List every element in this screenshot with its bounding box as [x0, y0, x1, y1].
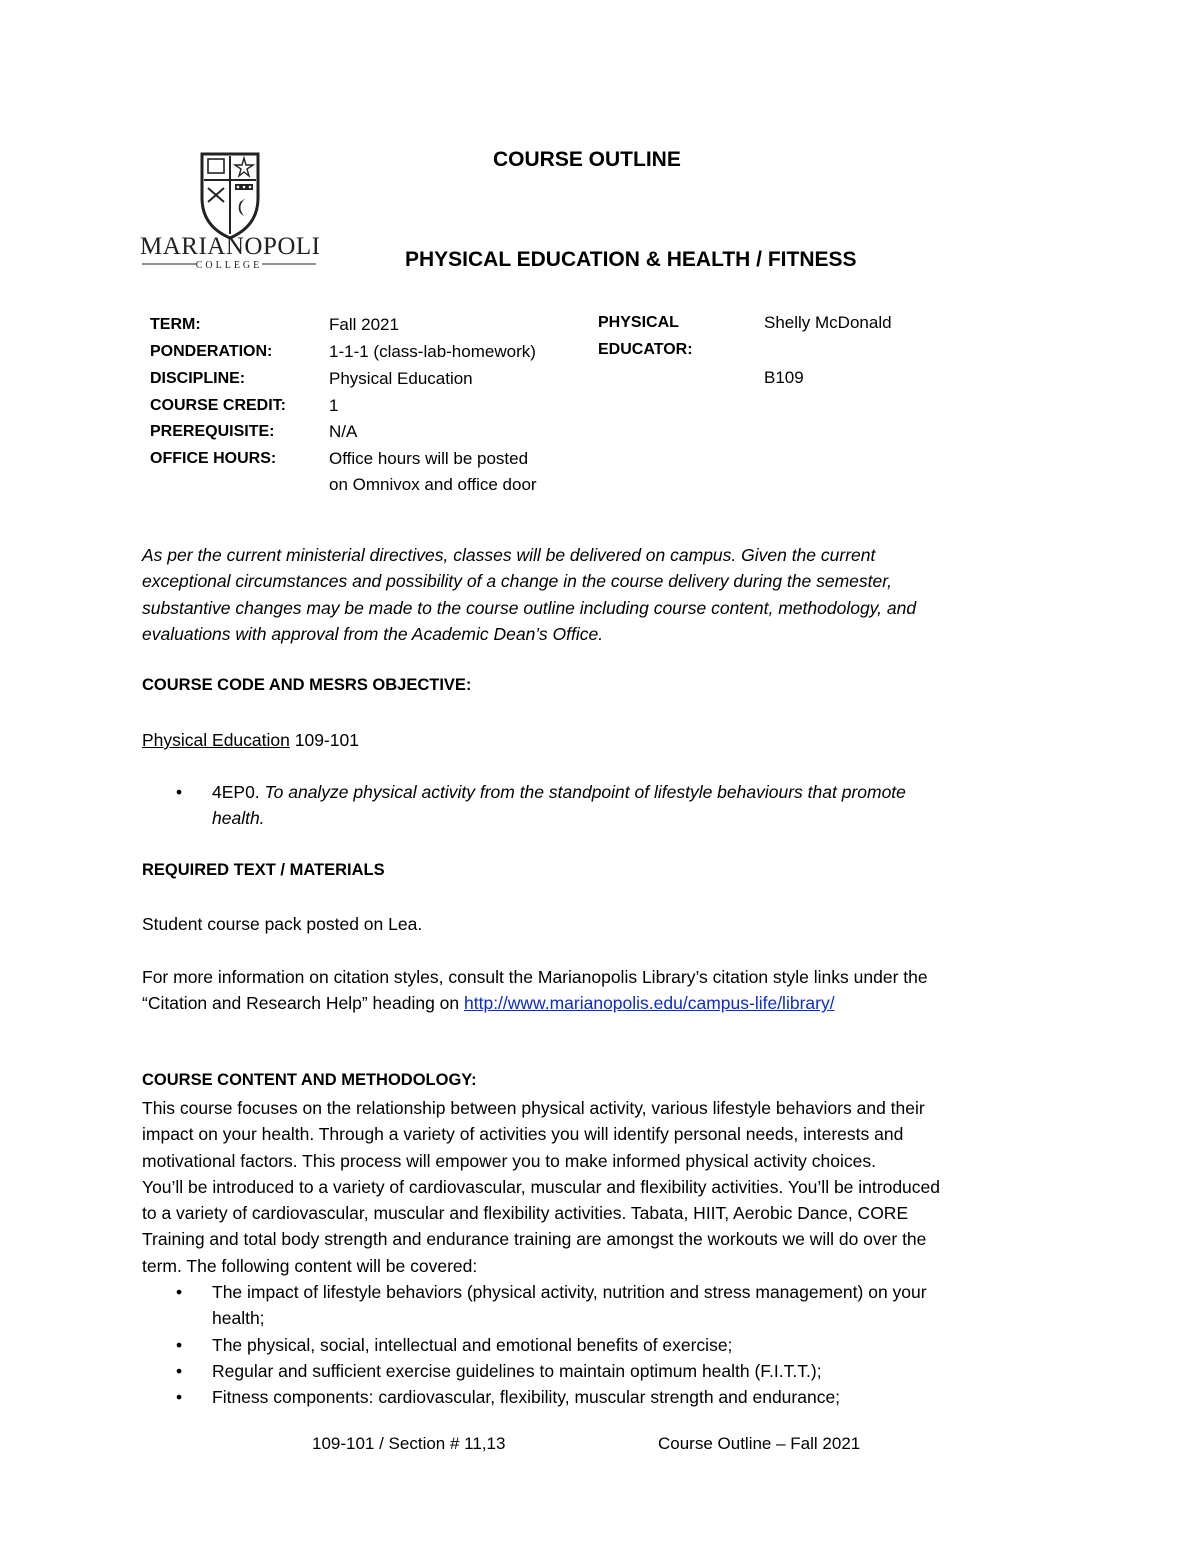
page-subtitle: PHYSICAL EDUCATION & HEALTH / FITNESS: [405, 248, 857, 271]
logo-subname: COLLEGE: [195, 260, 263, 271]
page-title: COURSE OUTLINE: [493, 148, 681, 171]
notice-line: As per the current ministerial directives, classes will be delivered on campus. Given the current: [142, 545, 876, 565]
term-value: Fall 2021: [329, 315, 399, 334]
educator-label-line2: EDUCATOR:: [598, 341, 693, 358]
discipline-label: DISCIPLINE:: [150, 370, 246, 387]
notice-line: exceptional circumstances and possibility of a change in the course delivery during the semester,: [142, 571, 892, 592]
list-item: [142, 1279, 1082, 1332]
content-line: motivational factors. This process will empower you to make informed physical activity choices.: [142, 1150, 876, 1171]
materials-text: Student course pack posted on Lea.: [142, 914, 423, 934]
course-credit-label: COURSE CREDIT:: [150, 397, 287, 414]
delivery-notice: [142, 542, 1062, 647]
bullet-icon: •: [176, 1282, 183, 1303]
content-line: to a variety of cardiovascular, muscular and flexibility activities. Tabata, HIIT, Aerobic Dance, CORE: [142, 1203, 909, 1224]
bullet-icon: •: [176, 1387, 183, 1408]
library-link[interactable]: http://www.marianopolis.edu/campus-life/library/: [464, 993, 835, 1014]
content-list: [142, 1279, 1082, 1410]
list-item: [142, 779, 1062, 832]
bullet-icon: •: [176, 1334, 183, 1355]
list-item-text: Fitness components: cardiovascular, flexibility, muscular strength and endurance;: [212, 1387, 841, 1408]
office-hours-label: OFFICE HOURS:: [150, 450, 277, 467]
footer-section: 109-101 / Section # 11,13: [312, 1434, 506, 1453]
citation-paragraph: [142, 964, 1082, 1017]
list-item-text: The impact of lifestyle behaviors (physical activity, nutrition and stress management) on your: [212, 1282, 927, 1303]
bullet-icon: •: [176, 782, 183, 802]
ponderation-label: PONDERATION:: [150, 343, 273, 360]
notice-line: substantive changes may be made to the course outline including course content, methodology, and: [142, 597, 917, 618]
content-line: This course focuses on the relationship between physical activity, various lifestyle behaviors and their: [142, 1098, 925, 1118]
discipline-value: Physical Education: [329, 369, 473, 388]
content-line: impact on your health. Through a variety of activities you will identify personal needs, interests and: [142, 1124, 904, 1145]
objective-heading: COURSE CODE AND MESRS OBJECTIVE:: [142, 676, 472, 694]
objective-text: To analyze physical activity from the standpoint of lifestyle behaviours that promote: [264, 782, 906, 802]
notice-line: evaluations with approval from the Academic Dean’s Office.: [142, 623, 604, 644]
office-hours-value-line2: on Omnivox and office door: [329, 475, 537, 494]
materials-heading: REQUIRED TEXT / MATERIALS: [142, 861, 385, 879]
content-paragraph: [142, 1095, 1082, 1411]
content-line: You’ll be introduced to a variety of cardiovascular, muscular and flexibility activities. You’ll be introduced: [142, 1176, 940, 1197]
course-name: Physical Education: [142, 730, 290, 750]
list-item-text: The physical, social, intellectual and emotional benefits of exercise;: [212, 1334, 733, 1355]
course-code: 109-101: [289, 730, 359, 750]
content-line: Training and total body strength and endurance training are amongst the workouts we will do over the: [142, 1229, 927, 1250]
citation-line: For more information on citation styles, consult the Marianopolis Library’s citation style links under the: [142, 967, 928, 987]
ponderation-value: 1-1-1 (class-lab-homework): [329, 342, 536, 361]
bullet-icon: •: [176, 1360, 183, 1381]
objective-code: 4EP0.: [212, 782, 265, 802]
prerequisite-value: N/A: [329, 422, 358, 441]
logo-name: MARIANOPOLIS: [140, 233, 320, 260]
prerequisite-label: PREREQUISITE:: [150, 423, 275, 440]
course-credit-value: 1: [329, 396, 339, 415]
educator-label-line1: PHYSICAL: [598, 314, 679, 331]
content-line: term. The following content will be covered:: [142, 1255, 478, 1276]
course-code-line: [142, 727, 359, 753]
list-item-text-cont: health;: [212, 1308, 265, 1329]
educator-office: B109: [764, 368, 804, 387]
citation-prefix: “Citation and Research Help” heading on: [142, 993, 464, 1014]
citation-line: [142, 990, 1082, 1016]
college-crest-icon: [140, 146, 320, 276]
list-item: [142, 1332, 1082, 1358]
objective-list: [142, 779, 1062, 832]
footer-title: Course Outline – Fall 2021: [658, 1434, 861, 1453]
term-label: TERM:: [150, 316, 201, 333]
objective-text-cont: health.: [212, 808, 265, 829]
educator-name: Shelly McDonald: [764, 313, 892, 332]
list-item: [142, 1358, 1082, 1384]
list-item-text: Regular and sufficient exercise guidelines to maintain optimum health (F.I.T.T.);: [212, 1360, 822, 1381]
college-logo: [140, 146, 320, 276]
list-item: [142, 1384, 1082, 1410]
office-hours-value-line1: Office hours will be posted: [329, 449, 529, 468]
content-heading: COURSE CONTENT AND METHODOLOGY:: [142, 1071, 477, 1089]
